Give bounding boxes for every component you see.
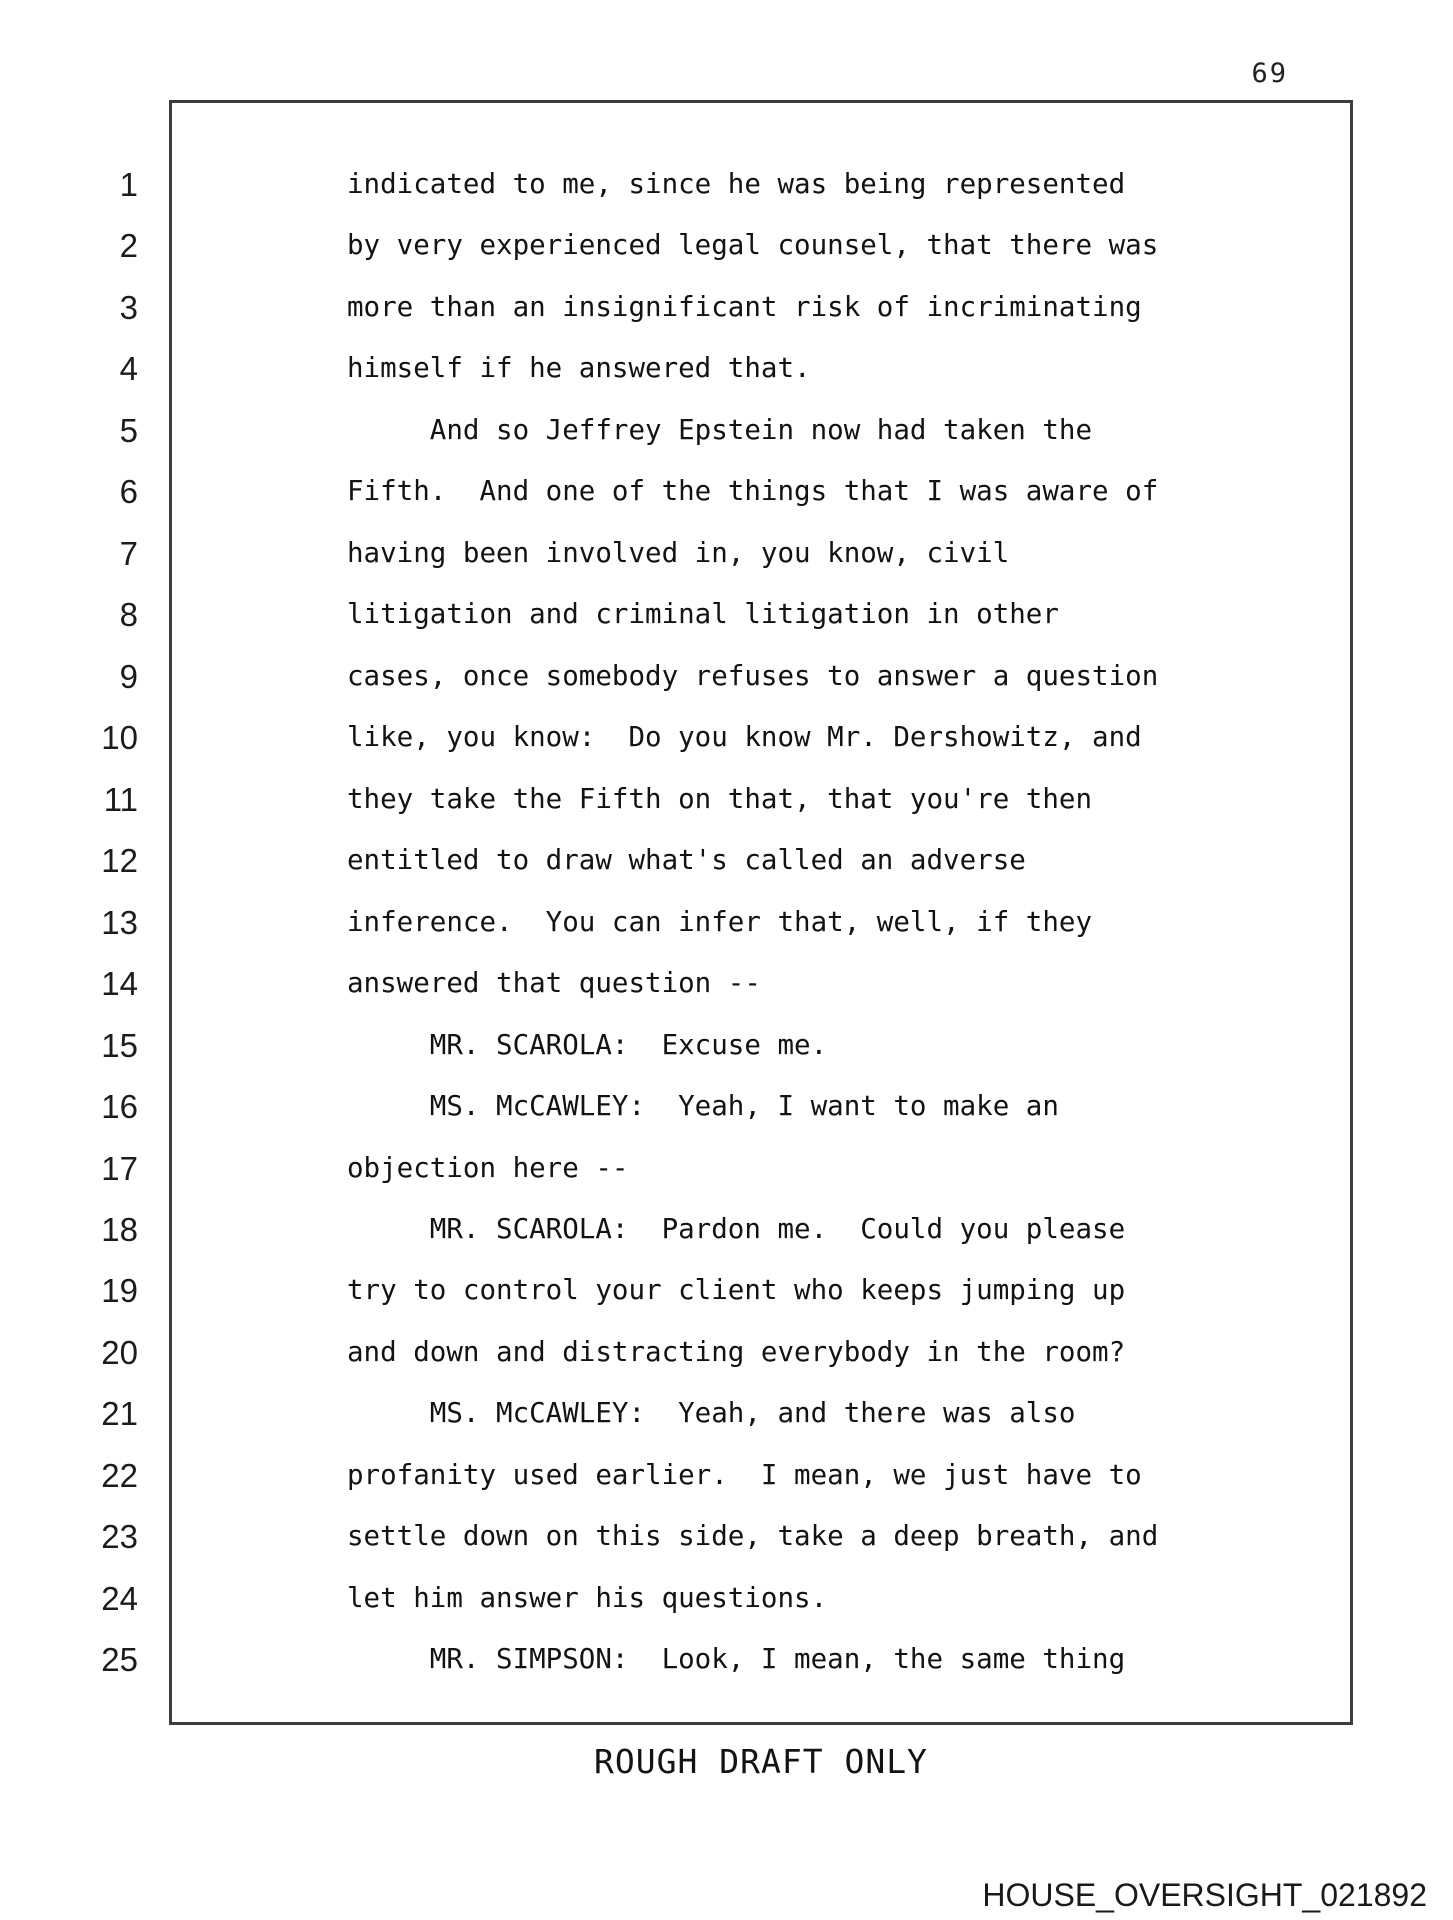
bates-stamp: HOUSE_OVERSIGHT_021892 (982, 1877, 1427, 1913)
line-text: MS. McCAWLEY: Yeah, I want to make an (347, 1090, 1059, 1123)
line-number: 8 (119, 596, 138, 634)
line-number: 6 (119, 473, 138, 511)
transcript-line (0, 769, 1453, 830)
line-number: 18 (101, 1210, 138, 1248)
transcript-line (0, 892, 1453, 953)
line-number: 12 (101, 842, 138, 880)
line-number: 5 (119, 411, 138, 449)
line-number: 13 (101, 903, 138, 941)
line-text: MR. SCAROLA: Excuse me. (347, 1028, 828, 1061)
page-number: 69 (1251, 58, 1288, 89)
transcript-line (0, 1383, 1453, 1444)
line-text: litigation and criminal litigation in other (347, 598, 1059, 631)
line-text: inference. You can infer that, well, if they (347, 905, 1093, 938)
line-text: more than an insignificant risk of incriminating (347, 290, 1142, 323)
transcript-line (0, 953, 1453, 1014)
line-number: 15 (101, 1026, 138, 1064)
transcript-line (0, 1629, 1453, 1690)
line-number: 21 (101, 1395, 138, 1433)
line-text: profanity used earlier. I mean, we just have to (347, 1458, 1142, 1491)
line-number: 4 (119, 350, 138, 388)
line-number: 10 (101, 719, 138, 757)
transcript-line (0, 400, 1453, 461)
line-number: 17 (101, 1149, 138, 1187)
line-text: by very experienced legal counsel, that there was (347, 229, 1159, 262)
line-text: entitled to draw what's called an adverse (347, 844, 1026, 877)
line-number: 20 (101, 1333, 138, 1371)
transcript-line (0, 461, 1453, 522)
line-number: 22 (101, 1456, 138, 1494)
transcript-line (0, 277, 1453, 338)
line-number: 7 (119, 534, 138, 572)
line-text: try to control your client who keeps jumping up (347, 1274, 1126, 1307)
transcript-line (0, 1568, 1453, 1629)
line-number: 11 (103, 780, 138, 818)
line-number: 9 (119, 657, 138, 695)
transcript-lines (0, 154, 1453, 1691)
line-text: cases, once somebody refuses to answer a question (347, 659, 1159, 692)
line-number: 14 (101, 965, 138, 1003)
transcript-line (0, 707, 1453, 768)
line-text: indicated to me, since he was being represented (347, 168, 1126, 200)
line-text: and down and distracting everybody in the room? (347, 1335, 1126, 1368)
line-text: MS. McCAWLEY: Yeah, and there was also (347, 1397, 1076, 1430)
transcript-line (0, 1138, 1453, 1199)
transcript-line (0, 215, 1453, 276)
line-number: 16 (101, 1088, 138, 1126)
line-text: they take the Fifth on that, that you're then (347, 782, 1093, 815)
line-text: having been involved in, you know, civil (347, 536, 1010, 569)
line-text: Fifth. And one of the things that I was aware of (347, 475, 1159, 508)
line-text: MR. SCAROLA: Pardon me. Could you please (347, 1212, 1126, 1245)
transcript-line (0, 523, 1453, 584)
line-number: 2 (119, 227, 138, 265)
line-text: settle down on this side, take a deep breath, and (347, 1520, 1159, 1553)
line-text: let him answer his questions. (347, 1581, 828, 1614)
line-number: 23 (101, 1518, 138, 1556)
line-text: MR. SIMPSON: Look, I mean, the same thing (347, 1643, 1126, 1676)
line-number: 25 (101, 1641, 138, 1679)
line-text: objection here -- (347, 1151, 629, 1184)
transcript-line (0, 584, 1453, 645)
line-text: himself if he answered that. (347, 352, 811, 385)
line-number: 1 (119, 166, 138, 203)
line-number: 19 (101, 1272, 138, 1310)
transcript-line (0, 338, 1453, 399)
rough-draft-footer-label: ROUGH DRAFT ONLY (594, 1742, 928, 1781)
line-text: And so Jeffrey Epstein now had taken the (347, 413, 1093, 446)
transcript-line (0, 154, 1453, 215)
transcript-line (0, 1506, 1453, 1567)
transcript-line (0, 1260, 1453, 1321)
transcript-line (0, 1322, 1453, 1383)
line-text: answered that question -- (347, 967, 761, 1000)
line-text: like, you know: Do you know Mr. Dershowitz, and (347, 721, 1142, 754)
line-number: 24 (101, 1579, 138, 1617)
transcript-line (0, 1015, 1453, 1076)
line-number: 3 (119, 288, 138, 326)
transcript-line (0, 830, 1453, 891)
transcript-line (0, 1199, 1453, 1260)
transcript-line (0, 1076, 1453, 1137)
transcript-line (0, 646, 1453, 707)
transcript-line (0, 1445, 1453, 1506)
